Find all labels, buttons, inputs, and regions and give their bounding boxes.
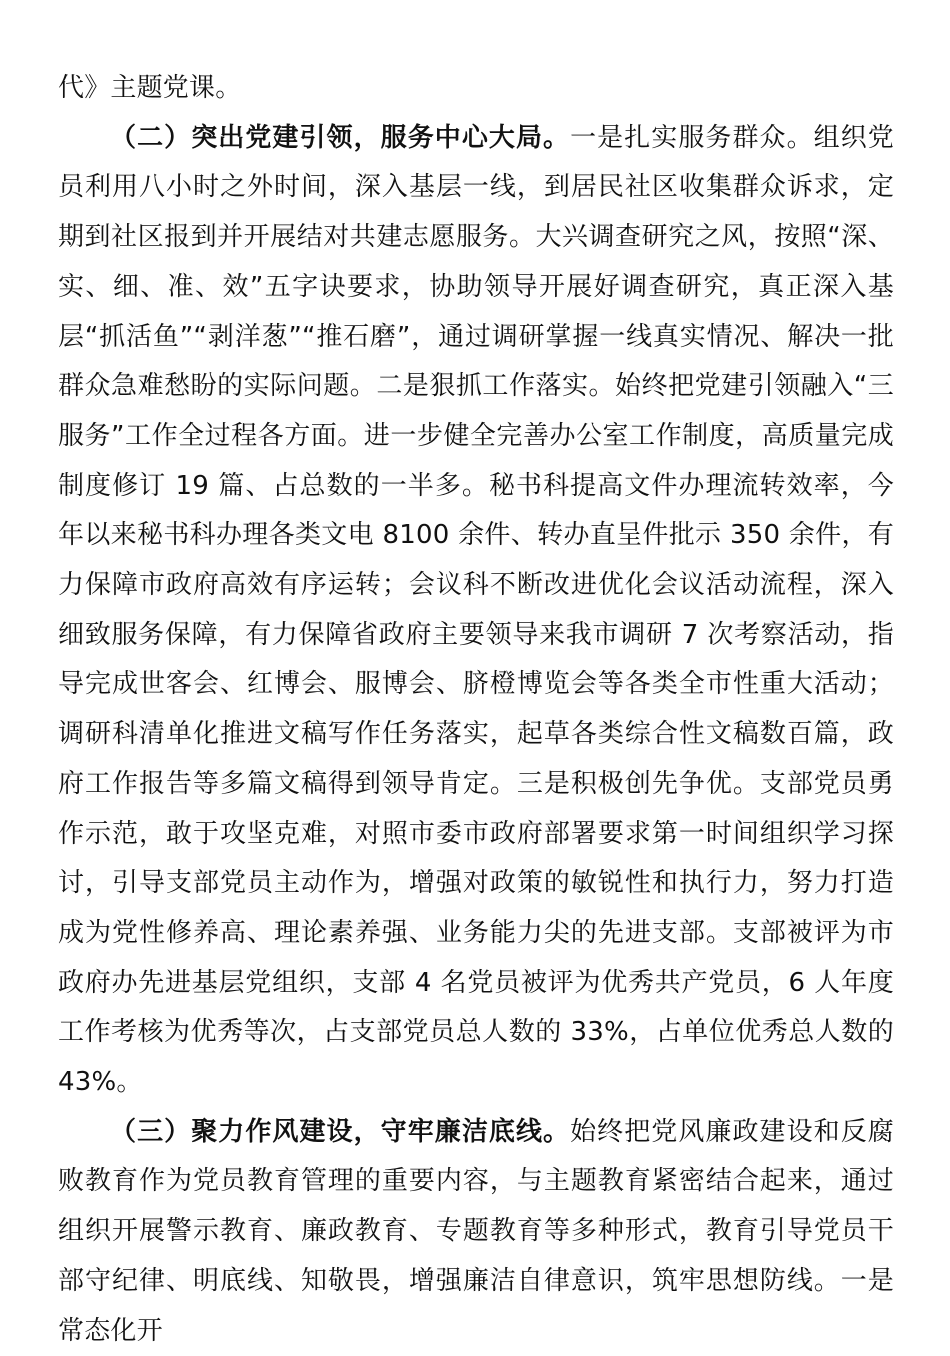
- paragraph-text: 一是扎实服务群众。组织党员利用八小时之外时间，深入基层一线，到居民社区收集群众诉求，定期到社区报到并开展结对共建志愿服务。大兴调查研究之风，按照“深、实、细、准、效”五字诀要求，协助领导开展好调查研究，真正深入基层“抓活鱼”“剥洋葱”“推石磨”，通过调研掌握一线真实情况、解决一批群众急难愁盼的实际问题。二是狠抓工作落实。始终把党建引领融入“三服务”工作全过程各方面。进一步健全完善办公室工作制度，高质量完成制度修订 19 篇、占总数的一半多。秘书科提高文件办理流转效率，今年以来秘书科办理各类文电 8100 余件、转办直呈件批示 350 余件，有力保障市政府高效有序运转；会议科不断改进优化会议活动流程，深入细致服务保障，有力保障省政府主要领导来我市调研 7 次考察活动，指导完成世客会、红博会、服博会、脐橙博览会等各类全市性重大活动；调研科清单化推进文稿写作任务落实，起草各类综合性文稿数百篇，政府工作报告等多篇文稿得到领导肯定。三是积极创先争优。支部党员勇作示范，敢于攻坚克难，对照市委市政府部署要求第一时间组织学习探讨，引导支部党员主动作为，增强对政策的敏锐性和执行力，努力打造成为党性修养高、理论素养强、业务能力尖的先进支部。支部被评为市政府办先进基层党组织，支部 4 名党员被评为优秀共产党员，6 人年度工作考核为优秀等次，占支部党员总人数的 33%，占单位优秀总人数的 43%。: [58, 122, 894, 1098]
- section-heading: （二）突出党建引领，服务中心大局。: [110, 122, 571, 153]
- paragraph-continuation: [58, 64, 894, 114]
- paragraph-section-two: [58, 114, 894, 1108]
- section-heading: （三）聚力作风建设，守牢廉洁底线。: [110, 1116, 571, 1147]
- paragraph-section-three: [58, 1108, 894, 1356]
- paragraph-text: 代》主题党课。: [58, 73, 242, 103]
- paragraph-text: 始终把党风廉政建设和反腐败教育作为党员教育管理的重要内容，与主题教育紧密结合起来，通过组织开展警示教育、廉政教育、专题教育等多种形式，教育引导党员干部守纪律、明底线、知敬畏，增强廉洁自律意识，筑牢思想防线。一是常态化开: [58, 1116, 894, 1346]
- document-page: [58, 64, 894, 1356]
